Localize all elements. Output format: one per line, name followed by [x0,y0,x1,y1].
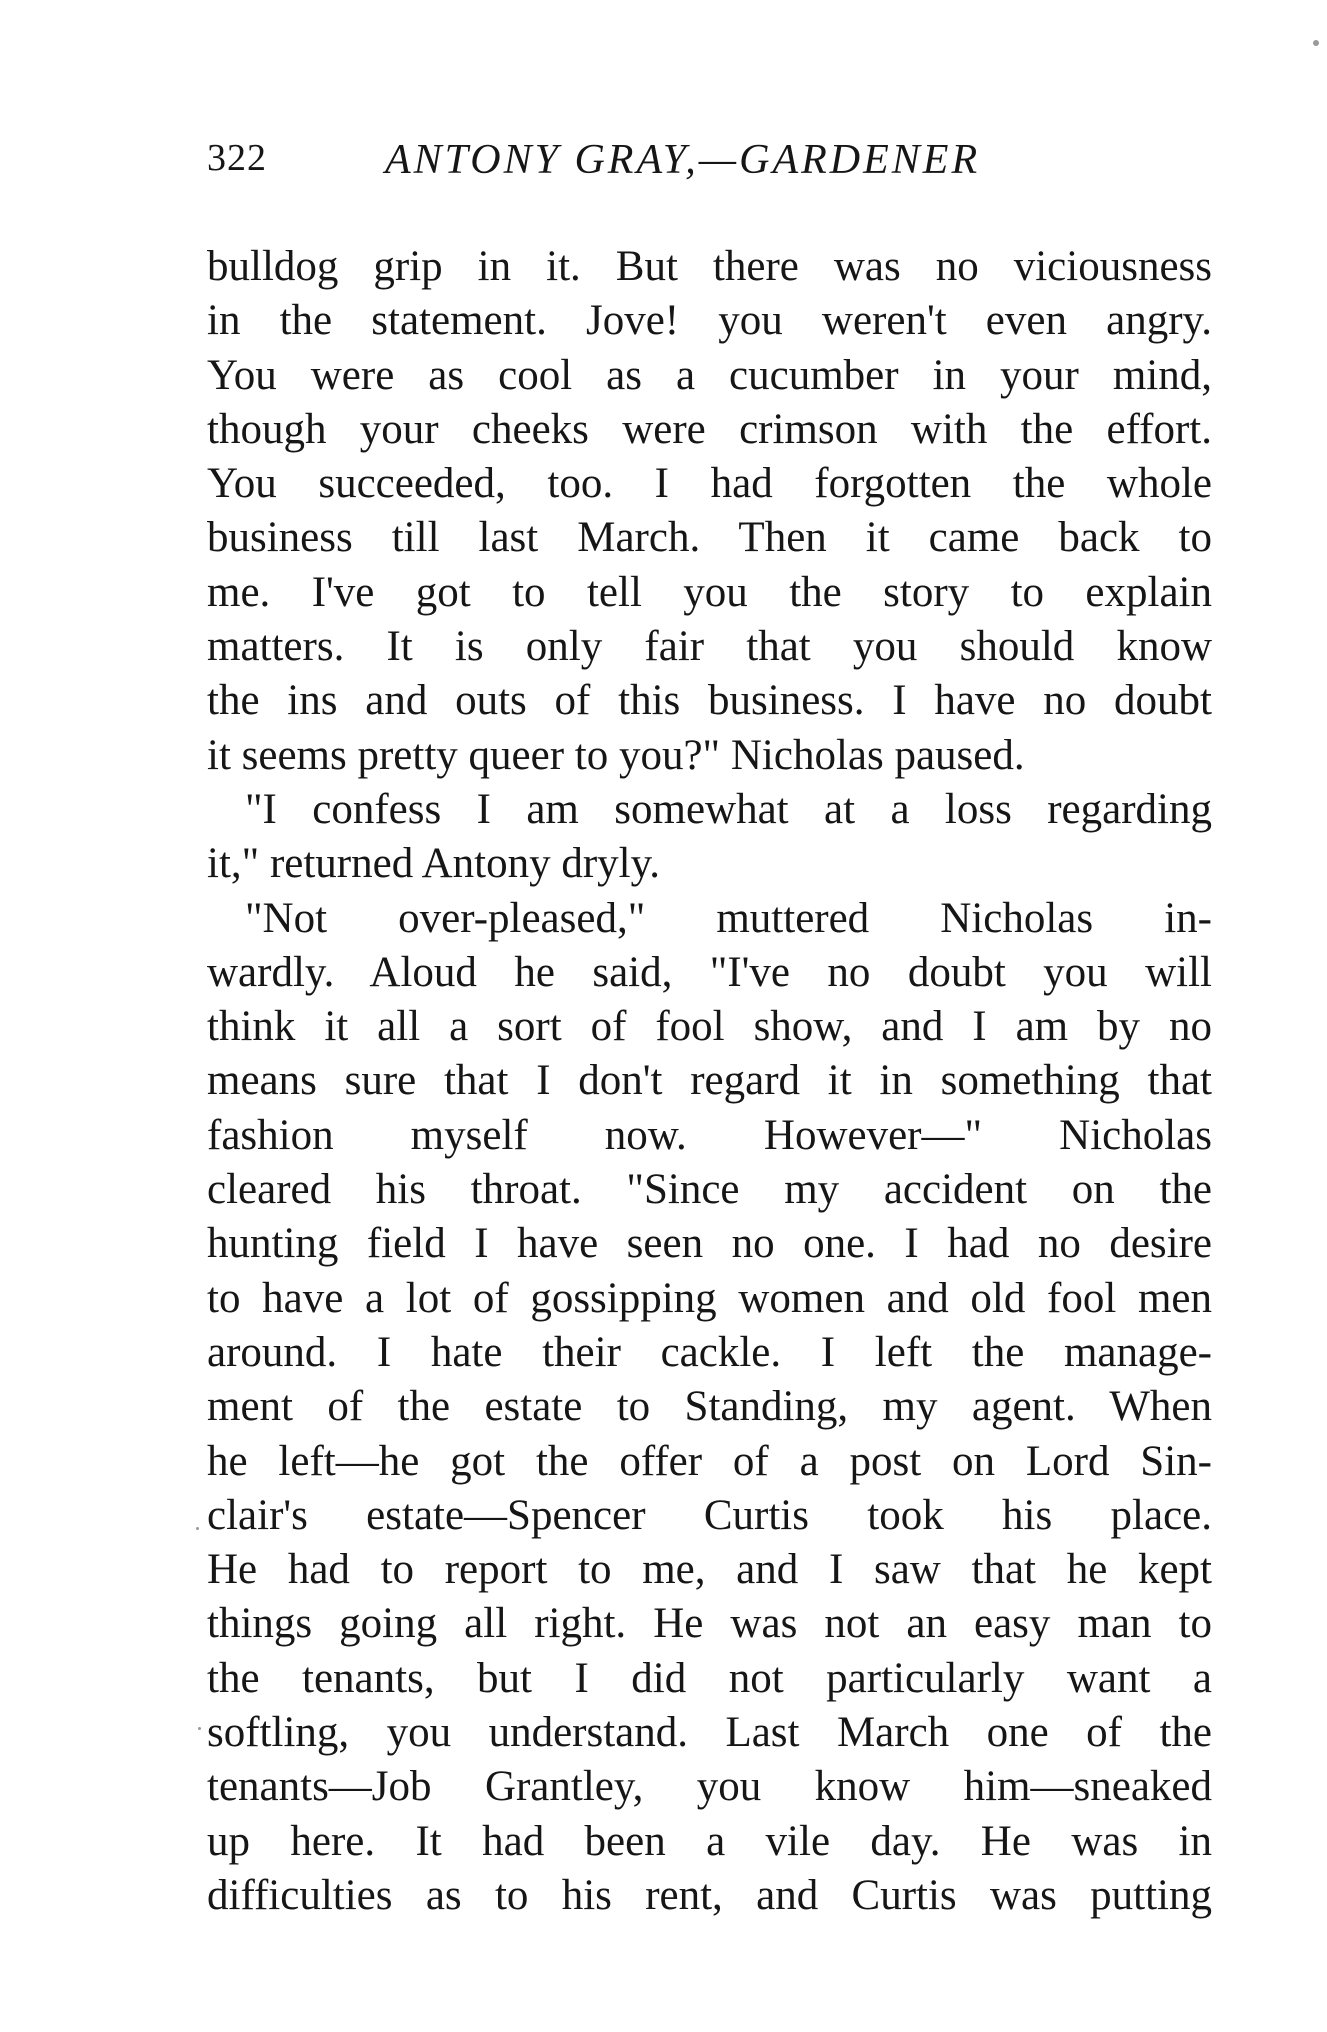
text-line: You were as cool as a cucumber in your mind, [207,351,1212,399]
running-title: ANTONY GRAY,—GARDENER [385,137,981,183]
page-number: 322 [207,137,267,179]
text-line: think it all a sort of fool show, and I am by no [207,1003,1212,1051]
text-line: bulldog grip in it. But there was no viciousness [207,243,1212,290]
text-line: it seems pretty queer to you?" Nicholas paused. [207,731,1025,779]
text-line: means sure that I don't regard it in something that [207,1057,1212,1105]
text-line: matters. It is only fair that you should know [207,623,1212,671]
scan-speck [198,1727,201,1730]
text-line: to have a lot of gossipping women and old fool men [207,1274,1212,1322]
text-line: difficulties as to his rent, and Curtis was putting [207,1871,1212,1919]
page-header [207,136,1212,196]
text-line: fashion myself now. However—" Nicholas [207,1111,1212,1159]
text-line: You succeeded, too. I had forgotten the whole [207,460,1212,508]
scan-speck [1313,40,1319,46]
text-line: he left—he got the offer of a post on Lord Sin- [207,1437,1212,1485]
text-line: in the statement. Jove! you weren't even angry. [207,297,1212,345]
text-line: hunting field I have seen no one. I had no desire [207,1220,1212,1268]
text-line: me. I've got to tell you the story to explain [207,568,1212,616]
text-line: ment of the estate to Standing, my agent. When [207,1383,1212,1431]
text-line: the tenants, but I did not particularly want a [207,1654,1212,1702]
text-line: "I confess I am somewhat at a loss regarding [245,785,1212,833]
text-line: business till last March. Then it came back to [207,514,1212,562]
text-line: clair's estate—Spencer Curtis took his place. [207,1491,1212,1539]
text-line: softling, you understand. Last March one of the [207,1709,1212,1757]
text-line: cleared his throat. "Since my accident on the [207,1166,1212,1214]
text-line: He had to report to me, and I saw that he kept [207,1546,1212,1594]
text-line: up here. It had been a vile day. He was in [207,1817,1212,1865]
body-text [207,240,1212,1923]
text-line: "Not over-pleased," muttered Nicholas in- [245,894,1212,942]
text-line: though your cheeks were crimson with the effort. [207,405,1212,453]
scan-speck [196,1527,199,1530]
text-line: around. I hate their cackle. I left the manage- [207,1328,1212,1376]
text-line: wardly. Aloud he said, "I've no doubt you will [207,948,1212,996]
text-line: things going all right. He was not an easy man to [207,1600,1212,1648]
text-line: the ins and outs of this business. I have no doubt [207,677,1212,725]
text-line: tenants—Job Grantley, you know him—sneaked [207,1763,1212,1811]
text-line: it," returned Antony dryly. [207,840,661,888]
